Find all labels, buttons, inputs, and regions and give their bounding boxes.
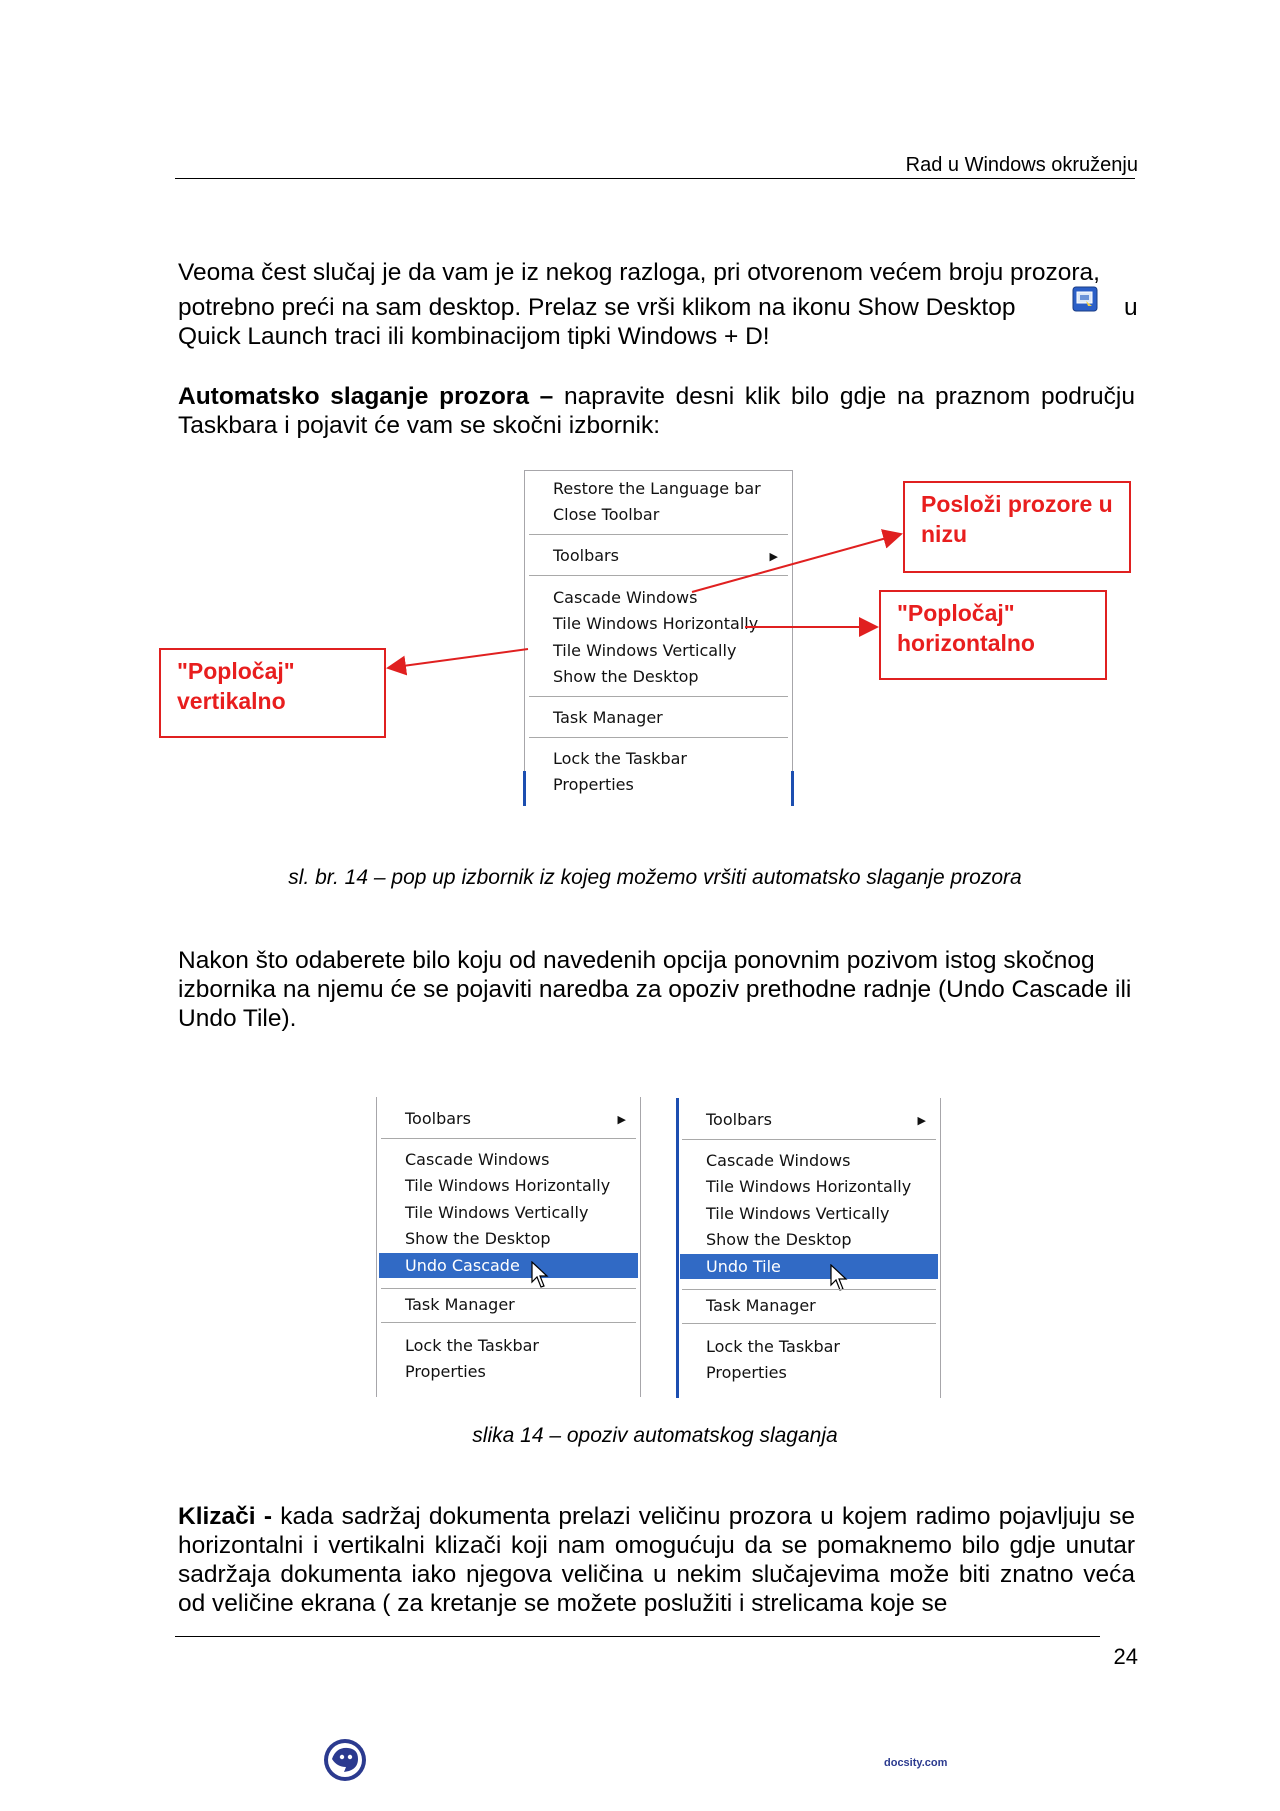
context-menu-undo-cascade [376, 1097, 641, 1397]
menu-item-task-manager[interactable]: Task Manager [405, 1295, 515, 1314]
menu-separator [682, 1323, 936, 1324]
submenu-arrow-icon: ▶ [617, 1113, 626, 1126]
menu-item-tile-vertically[interactable]: Tile Windows Vertically [706, 1204, 890, 1223]
menu-separator [682, 1139, 936, 1140]
arrow-to-poslozi [692, 534, 901, 592]
callout-poplocaj-horizontalno: "Popločaj" horizontalno [879, 590, 1107, 680]
menu-item-tile-horizontally[interactable]: Tile Windows Horizontally [405, 1176, 611, 1195]
menu-item-show-desktop[interactable]: Show the Desktop [405, 1229, 551, 1248]
menu-item-tile-vertically[interactable]: Tile Windows Vertically [405, 1203, 589, 1222]
menu-item-toolbars[interactable]: Toolbars [706, 1110, 772, 1129]
paragraph-1-line-2: potrebno preći na sam desktop. Prelaz se vrši klikom na ikonu Show Desktop [178, 294, 1016, 321]
paragraph-1-line-2-end: u [1124, 294, 1138, 321]
menu-item-undo-cascade[interactable] [379, 1253, 638, 1278]
menu-item-properties[interactable]: Properties [405, 1362, 486, 1381]
menu-item-tile-horizontally[interactable]: Tile Windows Horizontally [706, 1177, 912, 1196]
menu-separator [381, 1138, 636, 1139]
callout-arrows [0, 0, 1280, 900]
menu-item-properties[interactable]: Properties [706, 1363, 787, 1382]
submenu-arrow-icon: ▶ [917, 1114, 926, 1127]
figure-caption-1: sl. br. 14 – pop up izbornik iz kojeg možemo vršiti automatsko slaganje prozora [288, 866, 1022, 889]
menu-item-show-desktop[interactable]: Show the Desktop [553, 667, 699, 686]
menu-edge-left [676, 1098, 679, 1398]
paragraph-4-bold: Klizači - [178, 1503, 273, 1530]
menu-item-undo-tile[interactable] [680, 1254, 938, 1279]
menu-separator [381, 1322, 636, 1323]
menu-item-cascade-windows[interactable]: Cascade Windows [706, 1151, 851, 1170]
paragraph-4-text: kada sadržaj dokumenta prelazi veličinu prozora u kojem radimo pojavljuju se horizontalni i vertikalni klizači koji nam omogućuju da se pomaknemo bilo gdje unutar sadržaja dokumenta iako njegova veličina u nekim slučajevima može biti znatno veća od veličine ekrana ( za kretanje se možete poslužiti i strelicama koje se [178, 1503, 1135, 1617]
context-menu-undo-tile [677, 1098, 941, 1398]
menu-item-task-manager[interactable]: Task Manager [553, 708, 663, 727]
callout-poslozi-prozore: Posloži prozore u nizu [903, 481, 1131, 573]
paragraph-1-line-1: Veoma čest slučaj je da vam je iz nekog razloga, pri otvorenom većem broju prozora, [178, 259, 1100, 286]
menu-item-cascade-windows[interactable]: Cascade Windows [405, 1150, 550, 1169]
page-number: 24 [1113, 1644, 1138, 1669]
figure-caption-2: slika 14 – opoziv automatskog slaganja [472, 1424, 838, 1447]
footer-rule [175, 1636, 1100, 1637]
menu-separator [381, 1288, 636, 1289]
menu-item-restore-language-bar[interactable]: Restore the Language bar [553, 479, 761, 498]
running-header: Rad u Windows okruženju [905, 154, 1138, 176]
menu-item-lock-taskbar[interactable]: Lock the Taskbar [553, 749, 687, 768]
menu-item-undo-cascade-label: Undo Cascade [405, 1256, 520, 1275]
menu-item-undo-tile-label: Undo Tile [706, 1257, 781, 1276]
menu-item-tile-horizontally[interactable]: Tile Windows Horizontally [553, 614, 759, 633]
menu-item-properties[interactable]: Properties [553, 775, 634, 794]
mouse-cursor-icon [830, 1264, 848, 1296]
menu-item-lock-taskbar[interactable]: Lock the Taskbar [405, 1336, 539, 1355]
menu-item-close-toolbar[interactable]: Close Toolbar [553, 505, 660, 524]
submenu-arrow-icon: ▶ [769, 550, 778, 563]
paragraph-2-bold: Automatsko slaganje prozora – [178, 383, 554, 410]
paragraph-2-text: napravite desni klik bilo gdje na praznom području Taskbara i pojavit će vam se skočni izbornik: [178, 383, 1135, 439]
docsity-site-link[interactable]: docsity.com [884, 1757, 948, 1769]
menu-item-toolbars[interactable]: Toolbars [553, 546, 619, 565]
docsity-logo-icon [322, 1737, 368, 1783]
menu-item-lock-taskbar[interactable]: Lock the Taskbar [706, 1337, 840, 1356]
paragraph-3: Nakon što odaberete bilo koju od navedenih opcija ponovnim pozivom istog skočnog izbornika na njemu će se pojaviti naredba za opoziv prethodne radnje (Undo Cascade ili Undo Tile). [178, 947, 1132, 1032]
menu-item-tile-vertically[interactable]: Tile Windows Vertically [553, 641, 737, 660]
arrow-to-vertikalno [388, 649, 528, 668]
menu-item-show-desktop[interactable]: Show the Desktop [706, 1230, 852, 1249]
menu-item-task-manager[interactable]: Task Manager [706, 1296, 816, 1315]
menu-item-cascade-windows[interactable]: Cascade Windows [553, 588, 698, 607]
paragraph-4 [178, 1502, 1135, 1618]
menu-item-toolbars[interactable]: Toolbars [405, 1109, 471, 1128]
menu-separator [682, 1289, 936, 1290]
callout-poplocaj-vertikalno: "Popločaj" vertikalno [159, 648, 386, 738]
paragraph-1-line-3: Quick Launch traci ili kombinacijom tipki Windows + D! [178, 323, 770, 350]
